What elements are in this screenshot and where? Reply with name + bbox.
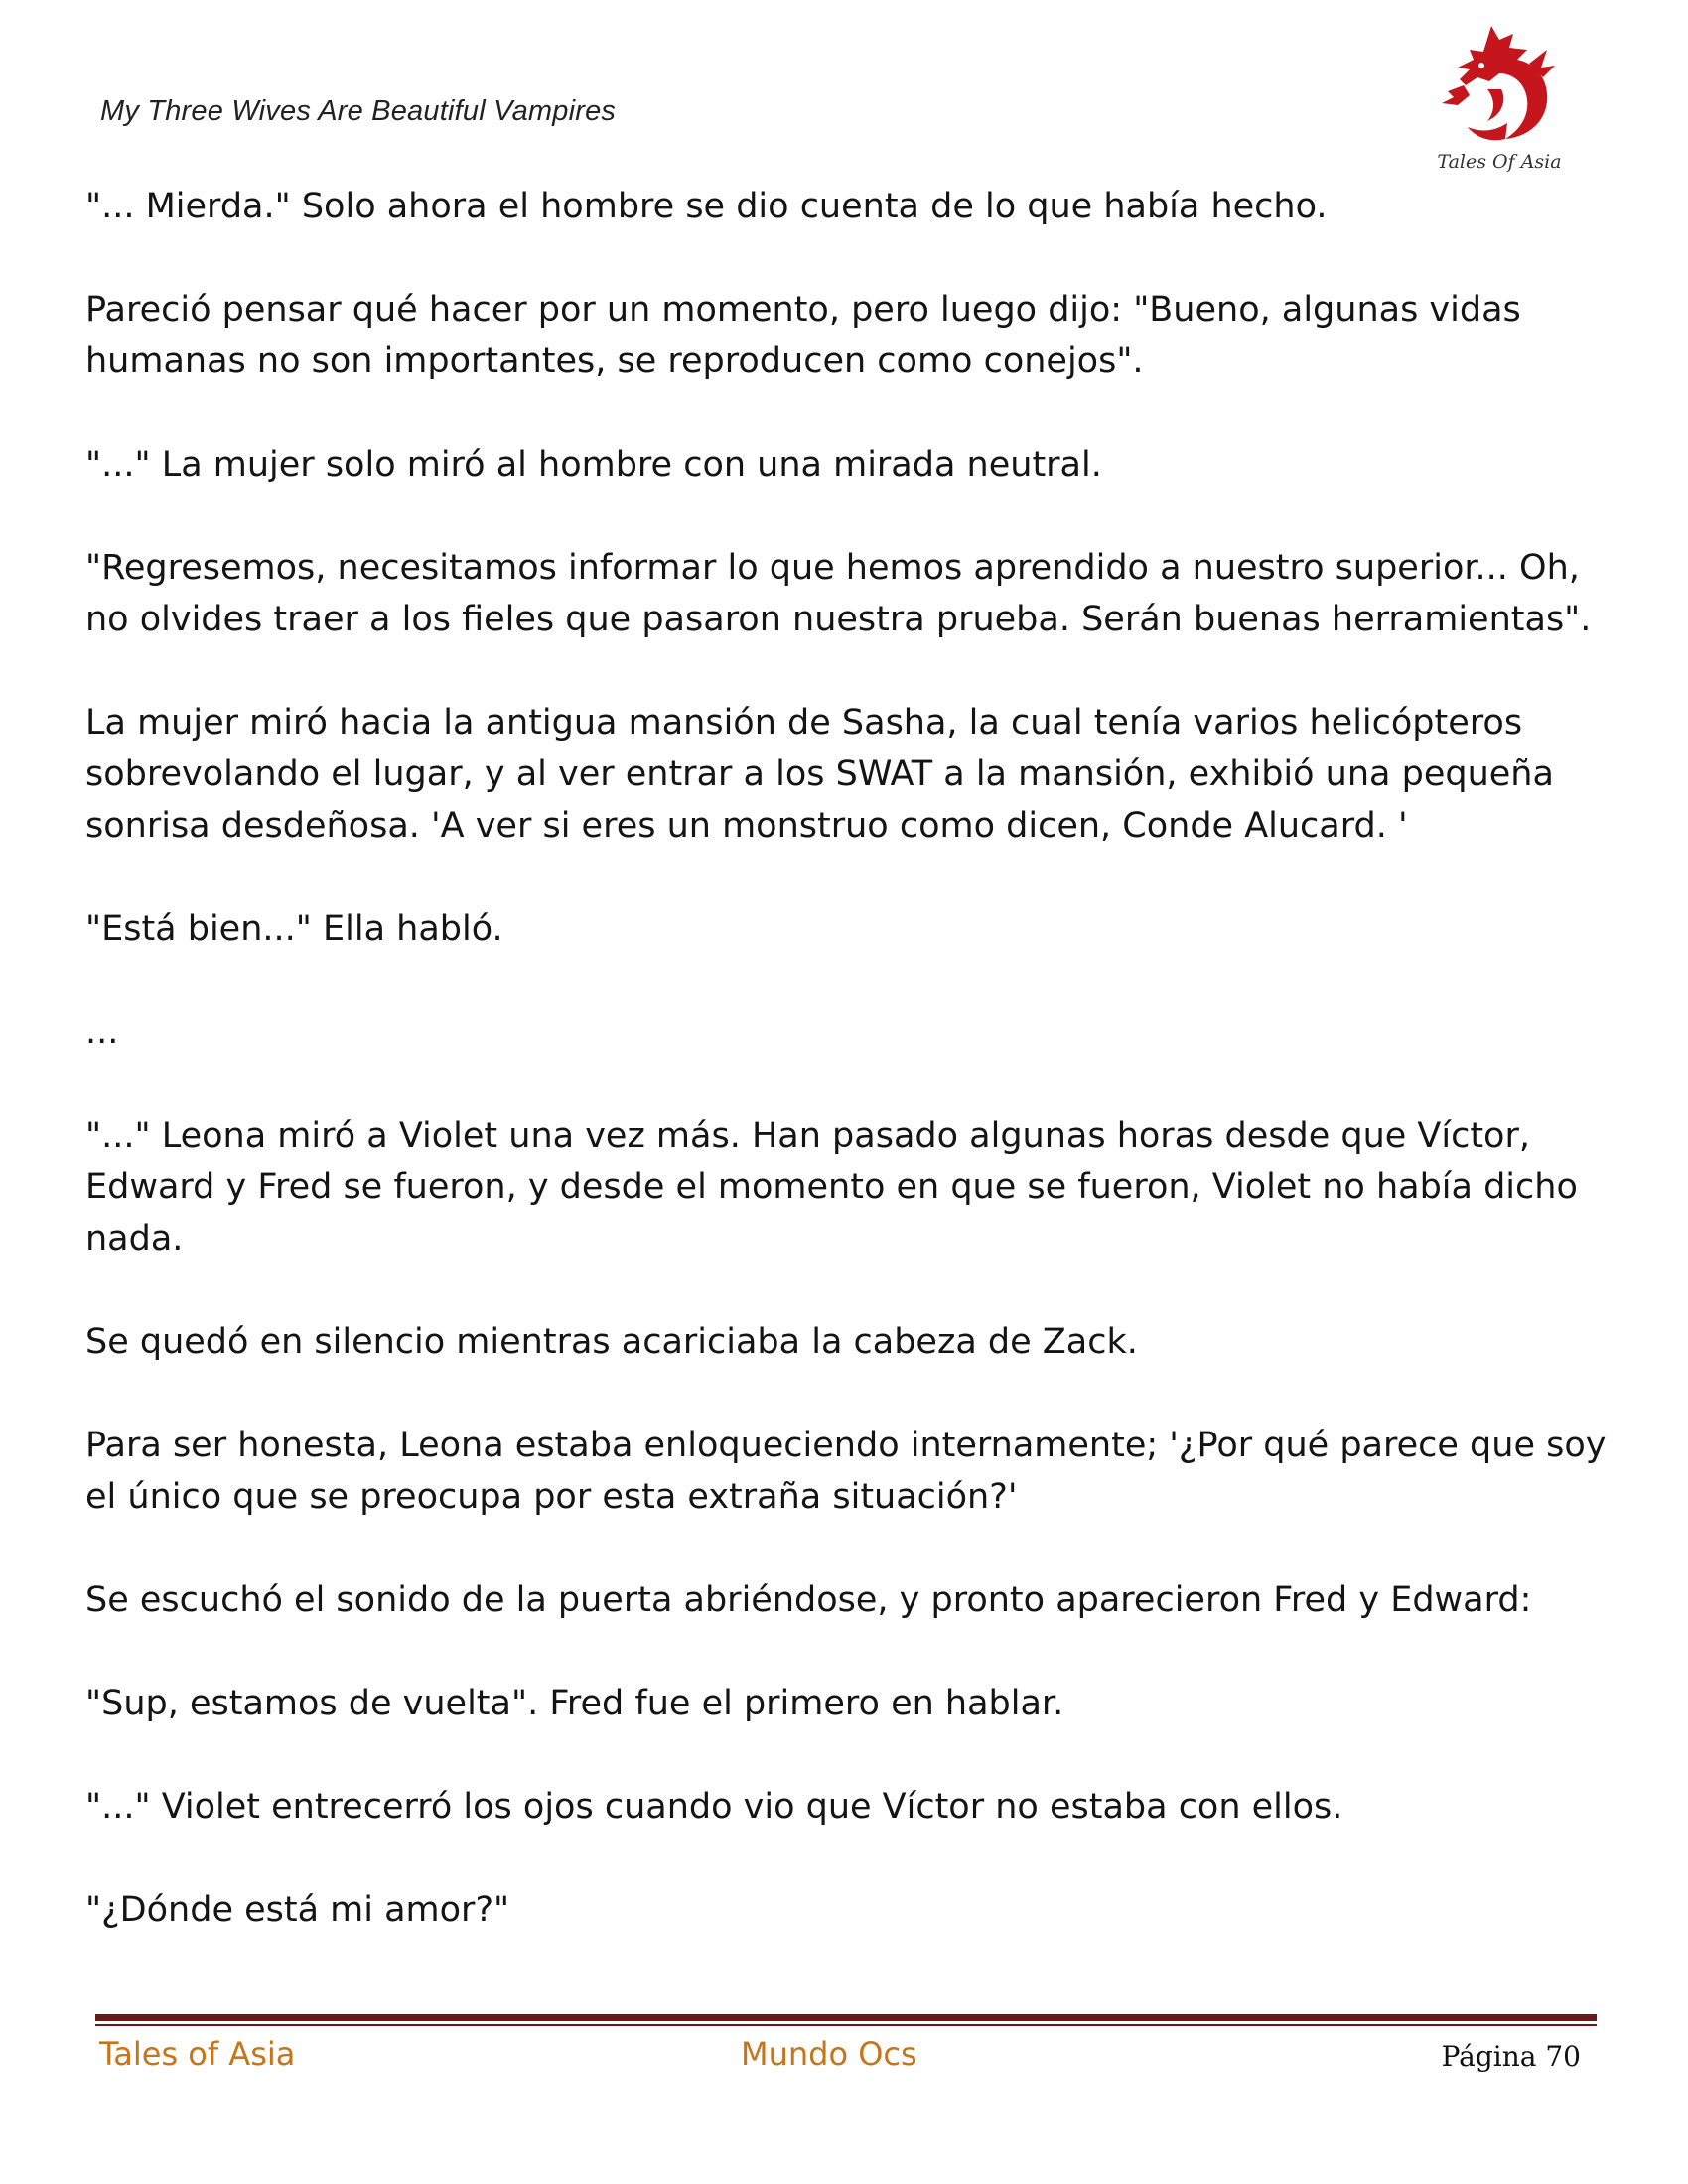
- book-title: My Three Wives Are Beautiful Vampires: [100, 95, 617, 127]
- paragraph: Pareció pensar qué hacer por un momento, pero luego dijo: "Bueno, algunas vidas humanas no son importantes, se reproducen como conejos".: [85, 290, 1521, 381]
- paragraph: "..." Violet entrecerró los ojos cuando vio que Víctor no estaba con ellos.: [85, 1787, 1343, 1827]
- paragraph: La mujer miró hacia la antigua mansión de Sasha, la cual tenía varios helicópteros sobrevolando el lugar, y al ver entrar a los SWAT a la mansión, exhibió una pequeña sonrisa desdeñosa. 'A ver si eres un monstruo como dicen, Conde Alucard. ': [85, 703, 1554, 846]
- paragraph: Para ser honesta, Leona estaba enloqueciendo internamente; '¿Por qué parece que soy el único que se preocupa por esta extraña situación?': [85, 1426, 1607, 1517]
- paragraph: "Está bien..." Ella habló.: [85, 909, 503, 949]
- paragraph: Se quedó en silencio mientras acariciaba la cabeza de Zack.: [85, 1322, 1138, 1362]
- footer-publisher: Tales of Asia: [99, 2035, 296, 2073]
- paragraph: "..." La mujer solo miró al hombre con una mirada neutral.: [85, 445, 1102, 484]
- paragraph: Se escuchó el sonido de la puerta abriéndose, y pronto aparecieron Fred y Edward:: [85, 1580, 1532, 1620]
- paragraph: "Sup, estamos de vuelta". Fred fue el primero en hablar.: [85, 1684, 1064, 1723]
- paragraph: "..." Leona miró a Violet una vez más. Han pasado algunas horas desde que Víctor, Edward y Fred se fueron, y desde el momento en que se fueron, Violet no había dicho nada.: [85, 1116, 1578, 1259]
- paragraph: "¿Dónde está mi amor?": [85, 1890, 510, 1930]
- footer-section: Mundo Ocs: [741, 2035, 917, 2073]
- footer-divider: [95, 2014, 1597, 2026]
- paragraph: "Regresemos, necesitamos informar lo que hemos aprendido a nuestro superior... Oh, no olvides traer a los fieles que pasaron nuestra prueba. Serán buenas herramientas".: [85, 548, 1592, 639]
- red-dragon-icon: [1430, 20, 1569, 154]
- page-number: Página 70: [1441, 2040, 1581, 2073]
- chapter-text: [85, 181, 1615, 1987]
- logo-text: Tales Of Asia: [1437, 151, 1562, 173]
- scene-break: ...: [85, 1013, 119, 1052]
- paragraph: "... Mierda." Solo ahora el hombre se dio cuenta de lo que había hecho.: [85, 187, 1328, 226]
- tales-of-asia-logo: [1430, 20, 1569, 179]
